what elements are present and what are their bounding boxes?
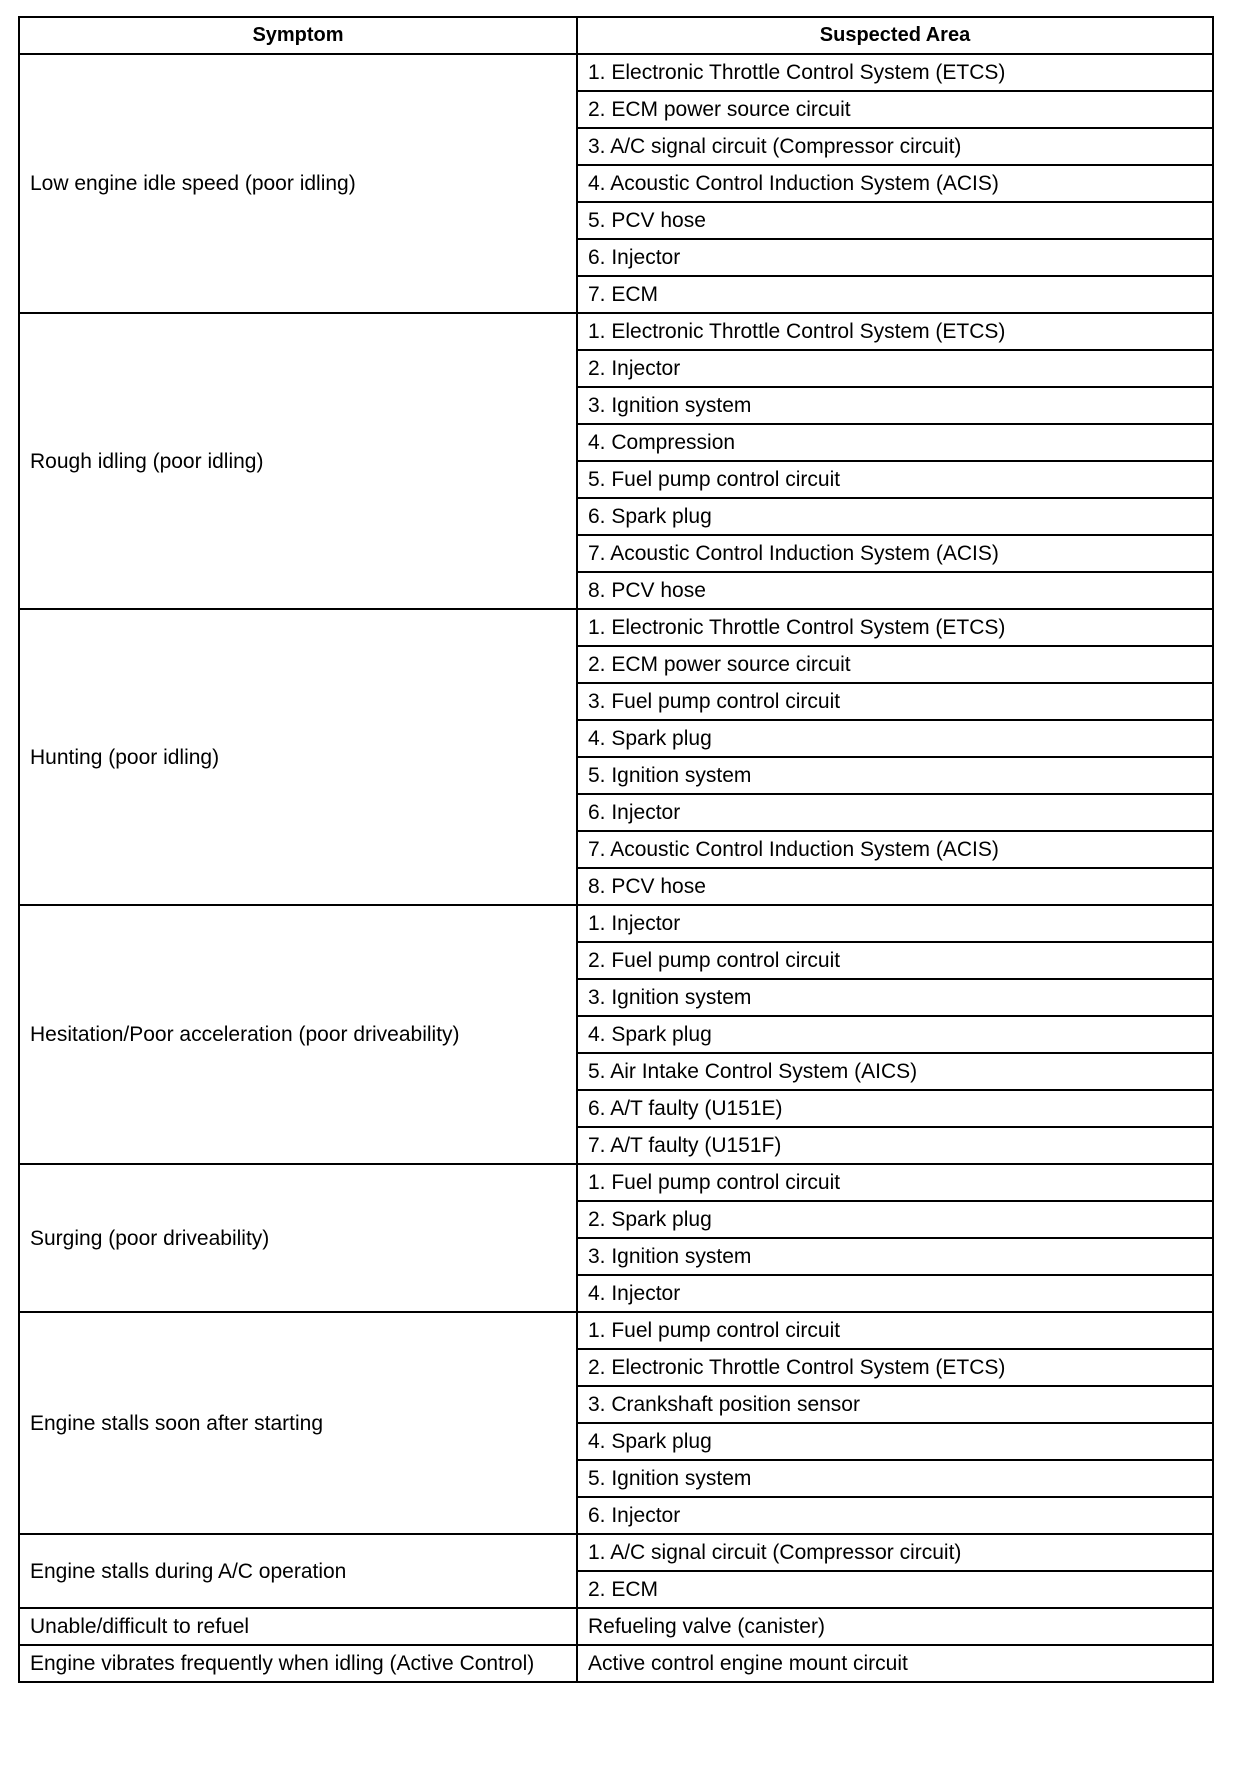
suspected-area-cell: 1. A/C signal circuit (Compressor circuit) — [577, 1534, 1213, 1571]
suspected-area-cell: 4. Acoustic Control Induction System (ACIS) — [577, 165, 1213, 202]
header-row — [19, 17, 1213, 54]
symptom-cell: Engine stalls soon after starting — [19, 1312, 577, 1534]
symptom-cell: Hesitation/Poor acceleration (poor driveability) — [19, 905, 577, 1164]
suspected-area-cell: Refueling valve (canister) — [577, 1608, 1213, 1645]
suspected-area-cell: 2. ECM — [577, 1571, 1213, 1608]
suspected-area-cell: 1. Injector — [577, 905, 1213, 942]
suspected-area-cell: 2. ECM power source circuit — [577, 91, 1213, 128]
suspected-area-cell: Active control engine mount circuit — [577, 1645, 1213, 1682]
table-row — [19, 1534, 1213, 1571]
table-row — [19, 313, 1213, 350]
symptom-cell: Rough idling (poor idling) — [19, 313, 577, 609]
suspected-area-cell: 5. Ignition system — [577, 1460, 1213, 1497]
suspected-area-cell: 3. Ignition system — [577, 979, 1213, 1016]
suspected-area-cell: 6. Spark plug — [577, 498, 1213, 535]
suspected-area-cell: 7. Acoustic Control Induction System (ACIS) — [577, 831, 1213, 868]
suspected-area-cell: 2. Fuel pump control circuit — [577, 942, 1213, 979]
table-row — [19, 1164, 1213, 1201]
table-row — [19, 609, 1213, 646]
suspected-area-cell: 1. Fuel pump control circuit — [577, 1312, 1213, 1349]
symptom-cell: Unable/difficult to refuel — [19, 1608, 577, 1645]
table-row — [19, 1645, 1213, 1682]
symptom-table — [18, 16, 1214, 1683]
suspected-area-cell: 6. Injector — [577, 239, 1213, 276]
suspected-area-cell: 4. Injector — [577, 1275, 1213, 1312]
header-symptom: Symptom — [19, 17, 577, 54]
suspected-area-cell: 3. Ignition system — [577, 387, 1213, 424]
suspected-area-cell: 4. Spark plug — [577, 1423, 1213, 1460]
suspected-area-cell: 1. Electronic Throttle Control System (ETCS) — [577, 313, 1213, 350]
suspected-area-cell: 6. Injector — [577, 1497, 1213, 1534]
suspected-area-cell: 7. ECM — [577, 276, 1213, 313]
suspected-area-cell: 1. Electronic Throttle Control System (ETCS) — [577, 609, 1213, 646]
header-suspected-area: Suspected Area — [577, 17, 1213, 54]
suspected-area-cell: 3. Fuel pump control circuit — [577, 683, 1213, 720]
suspected-area-cell: 7. Acoustic Control Induction System (ACIS) — [577, 535, 1213, 572]
suspected-area-cell: 2. Spark plug — [577, 1201, 1213, 1238]
suspected-area-cell: 6. A/T faulty (U151E) — [577, 1090, 1213, 1127]
suspected-area-cell: 1. Electronic Throttle Control System (ETCS) — [577, 54, 1213, 91]
table-body — [19, 54, 1213, 1682]
suspected-area-cell: 3. A/C signal circuit (Compressor circuit) — [577, 128, 1213, 165]
suspected-area-cell: 8. PCV hose — [577, 868, 1213, 905]
table-row — [19, 905, 1213, 942]
suspected-area-cell: 3. Ignition system — [577, 1238, 1213, 1275]
table-row — [19, 54, 1213, 91]
suspected-area-cell: 5. Fuel pump control circuit — [577, 461, 1213, 498]
suspected-area-cell: 5. Air Intake Control System (AICS) — [577, 1053, 1213, 1090]
suspected-area-cell: 7. A/T faulty (U151F) — [577, 1127, 1213, 1164]
suspected-area-cell: 4. Spark plug — [577, 1016, 1213, 1053]
symptom-cell: Low engine idle speed (poor idling) — [19, 54, 577, 313]
symptom-cell: Engine stalls during A/C operation — [19, 1534, 577, 1608]
suspected-area-cell: 5. PCV hose — [577, 202, 1213, 239]
table-row — [19, 1312, 1213, 1349]
suspected-area-cell: 6. Injector — [577, 794, 1213, 831]
suspected-area-cell: 4. Spark plug — [577, 720, 1213, 757]
suspected-area-cell: 2. Electronic Throttle Control System (ETCS) — [577, 1349, 1213, 1386]
suspected-area-cell: 4. Compression — [577, 424, 1213, 461]
suspected-area-cell: 2. ECM power source circuit — [577, 646, 1213, 683]
suspected-area-cell: 5. Ignition system — [577, 757, 1213, 794]
suspected-area-cell: 8. PCV hose — [577, 572, 1213, 609]
table-row — [19, 1608, 1213, 1645]
symptom-cell: Hunting (poor idling) — [19, 609, 577, 905]
symptom-table-container — [18, 16, 1214, 1683]
suspected-area-cell: 1. Fuel pump control circuit — [577, 1164, 1213, 1201]
symptom-cell: Surging (poor driveability) — [19, 1164, 577, 1312]
symptom-cell: Engine vibrates frequently when idling (Active Control) — [19, 1645, 577, 1682]
suspected-area-cell: 3. Crankshaft position sensor — [577, 1386, 1213, 1423]
suspected-area-cell: 2. Injector — [577, 350, 1213, 387]
